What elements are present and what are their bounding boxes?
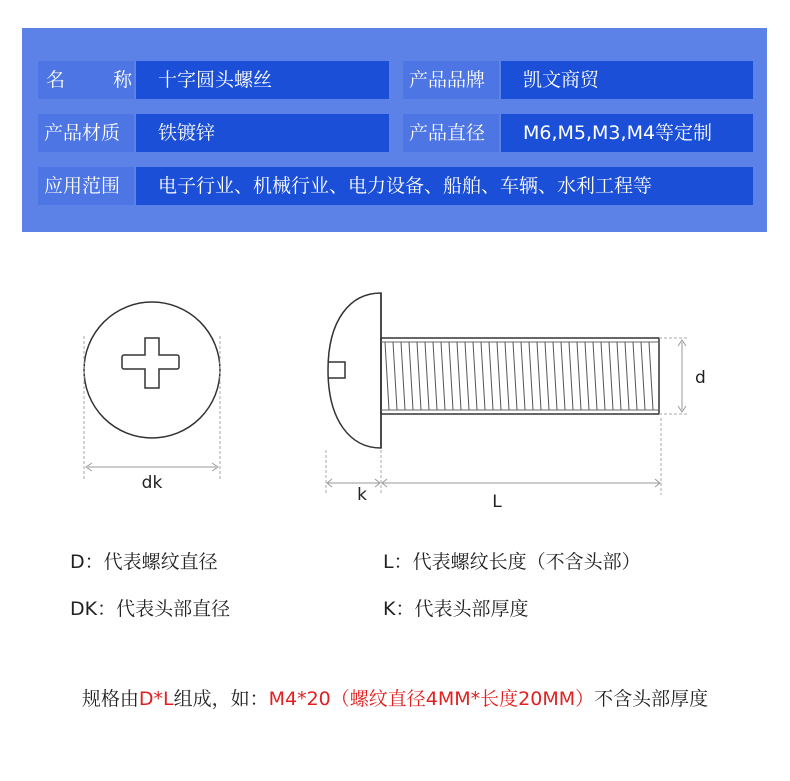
spec-name-label-char: 称: [112, 69, 132, 91]
spec-diameter-label: 产品直径: [403, 114, 499, 152]
spec-diameter-value: M6,M5,M3,M4等定制: [501, 114, 753, 152]
screw-head-top-view: [84, 302, 220, 480]
spec-brand-value: 凯文商贸: [501, 61, 753, 99]
spec-panel: [22, 28, 767, 232]
phillips-cross-icon: [122, 338, 179, 388]
d-label: d: [695, 368, 706, 388]
L-label: L: [492, 492, 502, 512]
spec-application-label: 应用范围: [38, 167, 134, 205]
spec-application-value: 电子行业、机械行业、电力设备、船舶、车辆、水利工程等: [136, 167, 753, 205]
spec-name-label: [38, 61, 134, 99]
legend-d: D：代表螺纹直径: [70, 551, 218, 573]
head-slot: [328, 362, 345, 378]
spec-name-value: 十字圆头螺丝: [136, 61, 389, 99]
spec-name-label-char: 名: [46, 69, 66, 91]
footer-middle: 组成，如：: [173, 688, 269, 710]
spec-material-value: 铁镀锌: [136, 114, 389, 152]
k-label: k: [357, 485, 367, 505]
footer-suffix: 不含头部厚度: [594, 688, 709, 710]
thread-lines: [385, 342, 653, 410]
footer-formula: D*L: [138, 688, 174, 710]
spec-material-label: 产品材质: [38, 114, 134, 152]
spec-format-note: [0, 684, 790, 711]
footer-example: M4*20（螺纹直径4MM*长度20MM）: [268, 688, 595, 710]
spec-brand-label: 产品品牌: [403, 61, 499, 99]
screw-diagram: [0, 250, 790, 530]
legend-dk: DK：代表头部直径: [70, 598, 231, 620]
footer-prefix: 规格由: [81, 688, 139, 710]
legend-k: K：代表头部厚度: [383, 598, 529, 620]
dk-label: dk: [141, 473, 163, 493]
screw-side-view: [326, 293, 689, 495]
legend-L: L：代表螺纹长度（不含头部）: [383, 551, 641, 573]
